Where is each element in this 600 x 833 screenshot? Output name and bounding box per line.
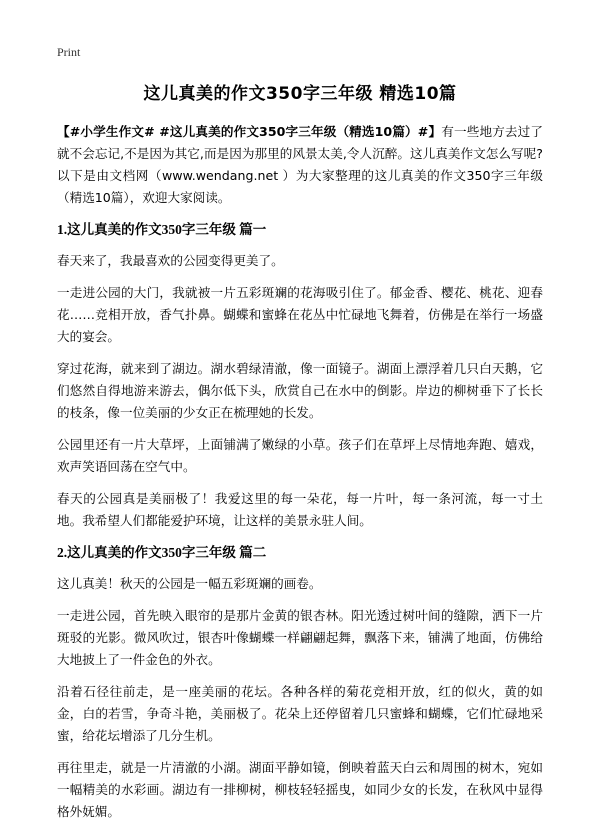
paragraph: 公园里还有一片大草坪，上面铺满了嫩绿的小草。孩子们在草坪上尽情地奔跑、嬉戏，欢声笑语回荡在空气中。 (57, 437, 543, 474)
section-heading: 2.这儿真美的作文350字三年级 篇二 (57, 545, 267, 560)
paragraph: 这儿真美！秋天的公园是一幅五彩斑斓的画卷。 (57, 576, 322, 591)
section-2 (57, 542, 543, 823)
paragraph: 沿着石径往前走，是一座美丽的花坛。各种各样的菊花竞相开放，红的似火，黄的如金，白的若雪，争奇斗艳，美丽极了。花朵上还停留着几只蜜蜂和蝴蝶，它们忙碌地采蜜，给花坛增添了几分生机。 (57, 684, 543, 743)
print-label: Print (57, 45, 81, 59)
intro-paragraph (57, 121, 543, 209)
document-body (57, 121, 543, 833)
paragraph: 再往里走，就是一片清澈的小湖。湖面平静如镜，倒映着蓝天白云和周围的树木，宛如一幅精美的水彩画。湖边有一排柳树，柳枝轻轻摇曳，如同少女的长发，在秋风中显得格外妩媚。 (57, 760, 543, 819)
section-heading: 1.这儿真美的作文350字三年级 篇一 (57, 222, 267, 237)
paragraph: 一走进公园的大门，我就被一片五彩斑斓的花海吸引住了。郁金香、樱花、桃花、迎春花……竞相开放，香气扑鼻。蝴蝶和蜜蜂在花丛中忙碌地飞舞着，仿佛是在举行一场盛大的宴会。 (57, 285, 543, 344)
page-title: 这儿真美的作文350字三年级 精选10篇 (143, 84, 457, 104)
paragraph: 春天来了，我最喜欢的公园变得更美了。 (57, 253, 284, 268)
paragraph: 一走进公园，首先映入眼帘的是那片金黄的银杏林。阳光透过树叶间的缝隙，洒下一片斑驳的光影。微风吹过，银杏叶像蝴蝶一样翩翩起舞，飘落下来，铺满了地面，仿佛给大地披上了一件金色的外衣。 (57, 608, 543, 667)
intro-tag: 【#小学生作文# #这儿真美的作文350字三年级（精选10篇）#】 (57, 124, 442, 139)
section-1 (57, 219, 543, 532)
paragraph: 穿过花海，就来到了湖边。湖水碧绿清澈，像一面镜子。湖面上漂浮着几只白天鹅，它们悠然自得地游来游去，偶尔低下头，欣赏自己在水中的倒影。岸边的柳树垂下了长长的枝条，像一位美丽的少女正在梳理她的长发。 (57, 361, 543, 420)
paragraph: 春天的公园真是美丽极了！我爱这里的每一朵花，每一片叶，每一条河流，每一寸土地。我希望人们都能爱护环境，让这样的美景永驻人间。 (57, 491, 543, 528)
intro-text: 有一些地方去过了就不会忘记,不是因为其它,而是因为那里的风景太美,令人沉醉。这儿真美作文怎么写呢?以下是由文档网（www.wendang.net ）为大家整理的这儿真美的作文350字三年级（精选10篇），欢迎大家阅读。 (57, 124, 543, 205)
